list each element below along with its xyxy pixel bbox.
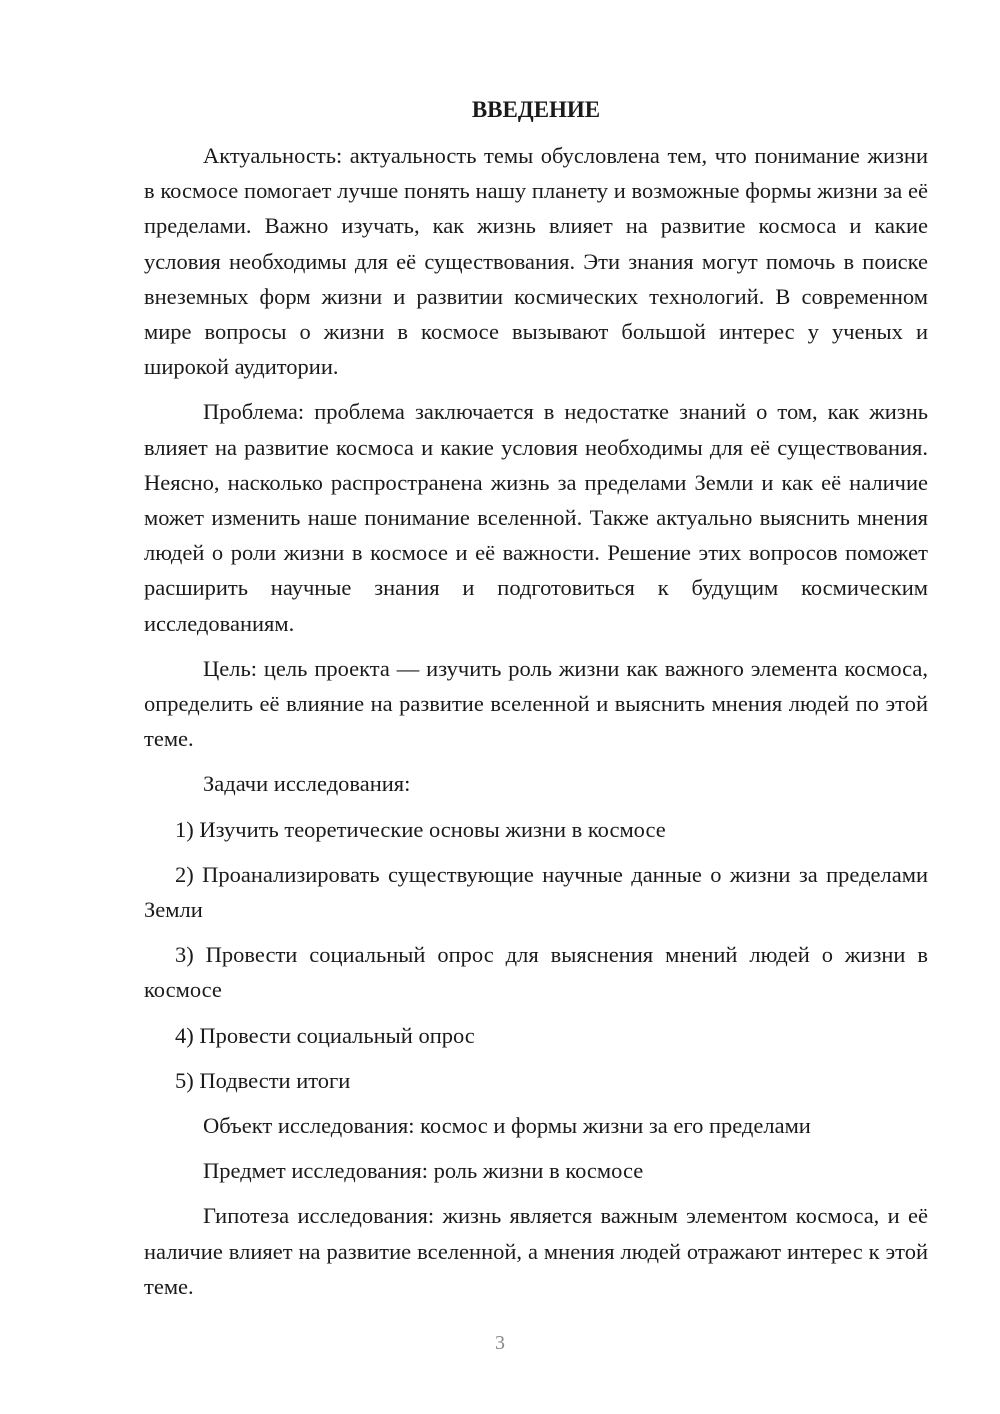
paragraph-object: Объект исследования: космос и формы жизни за его пределами bbox=[203, 1113, 811, 1139]
task-item-5: 5) Подвести итоги bbox=[175, 1067, 351, 1093]
paragraph-goal: Цель: цель проекта — изучить роль жизни как важного элемента космоса, определить её влияние на развитие вселенной и выяснить мнения людей по этой теме. bbox=[144, 655, 928, 752]
paragraph-relevance: Актуальность: актуальность темы обусловлена тем, что понимание жизни в космосе помогает лучше понять нашу планету и возможные формы жизни за её пределами. Важно изучать, как жизнь влияет на развитие космоса и какие условия необходимы для её существования. Эти знания могут помочь в поиске внеземных форм жизни и развитии космических технологий. В современном мире вопросы о жизни в космосе вызывают большой интерес у ученых и широкой аудитории. bbox=[144, 143, 928, 380]
paragraph-subject: Предмет исследования: роль жизни в космосе bbox=[203, 1158, 644, 1184]
section-title: ВВЕДЕНИЕ bbox=[471, 97, 601, 122]
task-item-1: 1) Изучить теоретические основы жизни в космосе bbox=[175, 816, 666, 842]
paragraph-problem: Проблема: проблема заключается в недостатке знаний о том, как жизнь влияет на развитие космоса и какие условия необходимы для её существования. Неясно, насколько распространена жизнь за пределами Земли и как её наличие может изменить наше понимание вселенной. Также актуально выяснить мнения людей о роли жизни в космосе и её важности. Решение этих вопросов поможет расширить научные знания и подготовиться к будущим космическим исследованиям. bbox=[144, 399, 928, 636]
page-number: 3 bbox=[495, 1332, 505, 1354]
task-item-4: 4) Провести социальный опрос bbox=[175, 1022, 475, 1048]
paragraph-hypothesis: Гипотеза исследования: жизнь является важным элементом космоса, и её наличие влияет на развитие вселенной, а мнения людей отражают интерес к этой теме. bbox=[144, 1203, 928, 1299]
task-item-2: 2) Проанализировать существующие научные данные о жизни за пределами Земли bbox=[144, 861, 928, 923]
tasks-heading: Задачи исследования: bbox=[203, 771, 411, 797]
task-item-3: 3) Провести социальный опрос для выяснения мнений людей о жизни в космосе bbox=[144, 942, 928, 1003]
document-page bbox=[144, 96, 928, 1314]
